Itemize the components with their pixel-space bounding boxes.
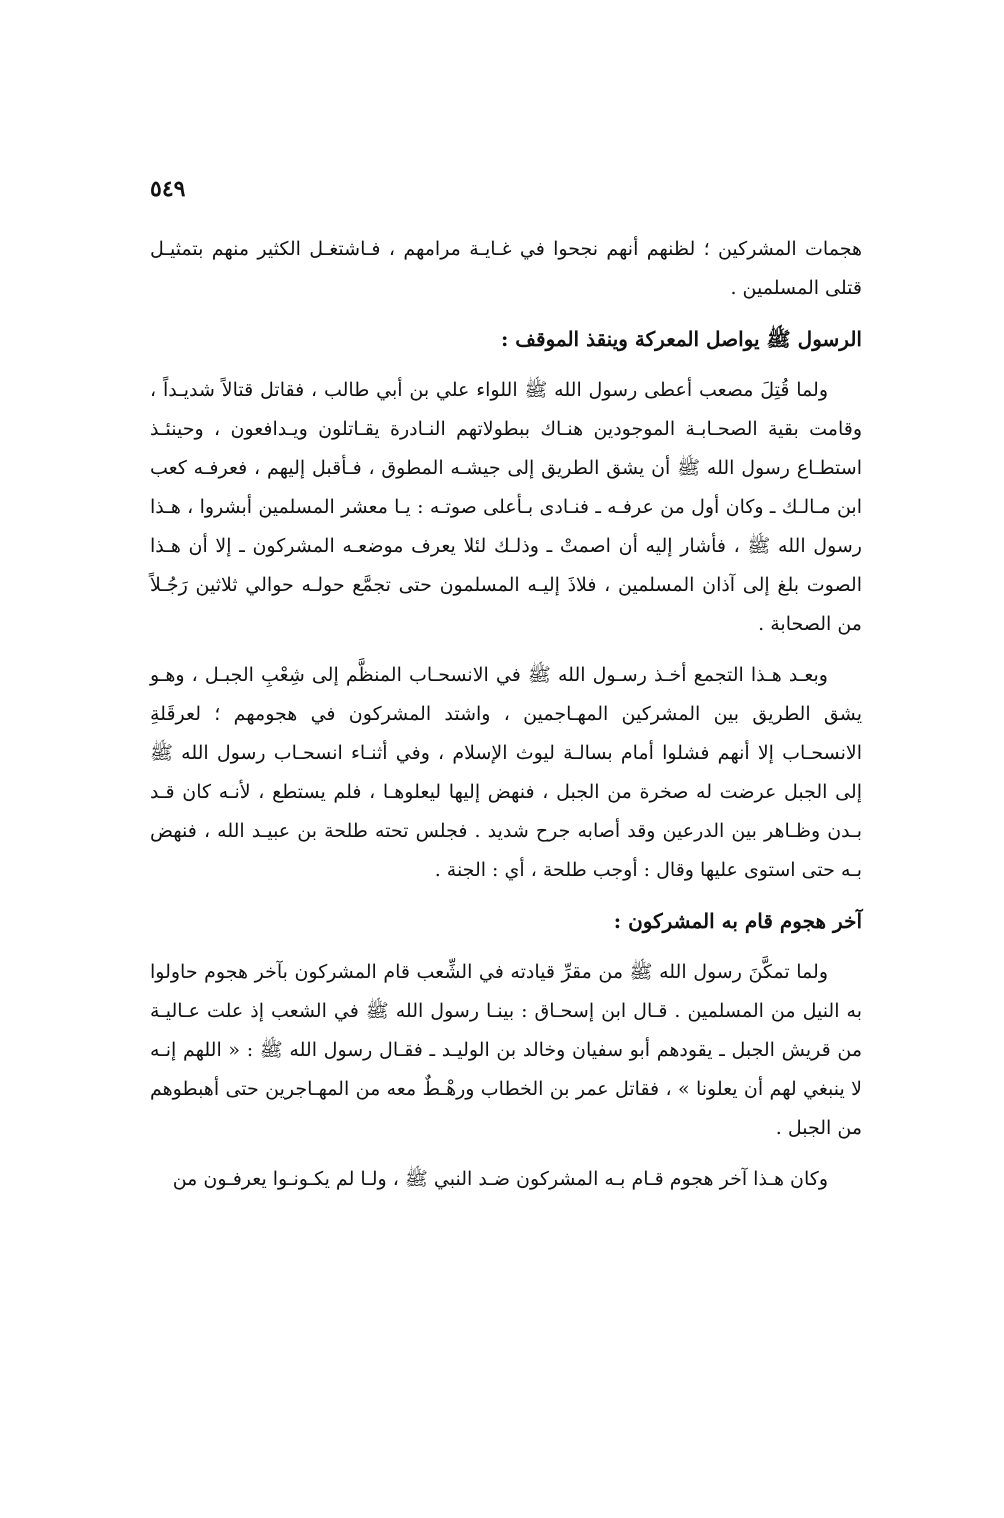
- paragraph-final-continued: وكان هـذا آخر هجوم قـام بـه المشركون ضـد النبي ﷺ ، ولـا لم يكـونـوا يعرفـون من: [172, 1168, 828, 1190]
- paragraph-last-attack: ولما تمكَّنَ رسول الله ﷺ من مقرِّ قيادته في الشِّعب قام المشركون بآخر هجوم حاولوا به النيل من المسلمين . قـال ابن إسحـاق : بينـا رسول الله ﷺ في الشعب إذ علت عـاليـة من قريش الجبل ـ يقودهم أبو سفيان وخالد بن الوليـد ـ فقـال رسول الله ﷺ : « اللهم إنـه لا ينبغي لهم أن يعلونا » ، فقاتل عمر بن الخطاب ورهْـطٌ معه من المهـاجرين حتى أهبطوهم من الجبل .: [150, 961, 862, 1139]
- paragraph-continuation: هجمات المشركين ؛ لظنهم أنهم نجحوا في غـايـة مرامهم ، فـاشتغـل الكثير منهم بتمثيـل قتلى المسلمين .: [150, 238, 862, 299]
- paragraph-organized-withdrawal: وبعـد هـذا التجمع أخـذ رسـول الله ﷺ في الانسحـاب المنظَّم إلى شِعْبِ الجبـل ، وهـو يشق الطريق بين المشركين المهـاجمين ، واشتد المشركون في هجومهم ؛ لعرقَلةِ الانسحـاب إلا أنهم فشلوا أمام بسالـة ليوث الإسلام ، وفي أثنـاء انسحـاب رسول الله ﷺ إلى الجبل عرضت له صخرة من الجبل ، فنهض إليها ليعلوهـا ، فلم يستطع ، لأنـه كان قـد بـدن وظـاهر بين الدرعين وقد أصابه جرح شديد . فجلس تحته طلحة بن عبيـد الله ، فنهض بـه حتى استوى عليها وقال : أوجب طلحة ، أي : الجنة .: [150, 664, 862, 881]
- page-number: ٥٤٩: [150, 176, 186, 202]
- page-body: [150, 230, 862, 1211]
- section-heading-prophet-continues-battle: الرسول ﷺ يواصل المعركة وينقذ الموقف :: [500, 327, 862, 351]
- section-heading-last-attack: آخر هجوم قام به المشركون :: [613, 909, 862, 933]
- paragraph-musab-killed: ولما قُتِلَ مصعب أعطى رسول الله ﷺ اللواء علي بن أبي طالب ، فقاتل قتالاً شديـداً ، وقامت بقية الصحـابـة الموجودين هنـاك ببطولاتهم النـادرة يقـاتلون ويـدافعون ، وحينئـذ استطـاع رسول الله ﷺ أن يشق الطريق إلى جيشـه المطوق ، فـأقبل إليهم ، فعرفـه كعب ابن مـالـك ـ وكان أول من عرفـه ـ فنـادى بـأعلى صوتـه : يـا معشر المسلمين أبشروا ، هـذا رسول الله ﷺ ، فأشار إليه أن اصمتْ ـ وذلـك لئلا يعرف موضعـه المشركون ـ إلا أن هـذا الصوت بلغ إلى آذان المسلمين ، فلاذَ إليـه المسلمون حتى تجمَّع حولـه حوالي ثلاثين رَجُـلاً من الصحابة .: [150, 379, 862, 635]
